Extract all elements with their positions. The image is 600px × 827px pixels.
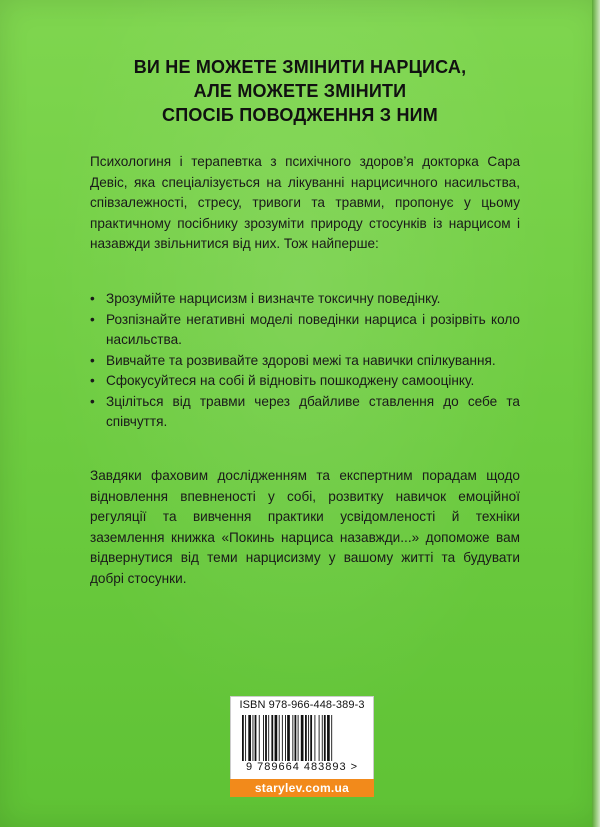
bullet-icon: • bbox=[90, 373, 95, 388]
bullet-text: Розпізнайте негативні моделі поведінки нарциса і розірвіть коло насильства. bbox=[106, 311, 520, 347]
headline-line-2: АЛЕ МОЖЕТЕ ЗМІНИТИ bbox=[193, 81, 407, 101]
barcode-number: 9 789664 483893 > bbox=[245, 761, 359, 773]
bullet-text: Зрозумійте нарцисизм і визначте токсичну поведінку. bbox=[106, 291, 441, 306]
bullet-icon: • bbox=[90, 291, 95, 306]
barcode-icon bbox=[241, 715, 363, 761]
barcode-box bbox=[230, 696, 374, 780]
list-item bbox=[90, 351, 520, 372]
cover-edge bbox=[592, 0, 600, 827]
bullet-text: Сфокусуйтеся на собі й відновіть пошкоджену самооцінку. bbox=[106, 373, 475, 388]
outro-paragraph: Завдяки фаховим дослідженням та експертним порадам щодо відновлення впевненості у собі, розвитку навичок емоційної регуляції та вивчення практики усвідомленості й техніки заземлення книжка «Покинь нарциса назавжди...» допоможе вам відвернутися від теми нарцисизму у вашому житті та будувати добрі стосунки. bbox=[90, 468, 520, 586]
bullet-icon: • bbox=[90, 352, 95, 368]
bullet-icon: • bbox=[90, 393, 95, 409]
headline-line-3: СПОСІБ ПОВОДЖЕННЯ З НИМ bbox=[162, 105, 438, 125]
intro-paragraph: Психологиня і терапевтка з психічного здоров’я докторка Сара Девіс, яка спеціалізується на лікуванні нарцисичного насильства, співзалежності, стресу, тривоги та травми, пропонує у цьому практичному посібнику зрозуміти природу стосунків із нарцисом і назавжди звільнитися від них. Тож найперше: bbox=[90, 154, 520, 251]
bullet-icon: • bbox=[90, 311, 95, 327]
isbn-label: ISBN 978-966-448-389-3 bbox=[239, 699, 365, 711]
headline-line-1: ВИ НЕ МОЖЕТЕ ЗМІНИТИ НАРЦИСА, bbox=[133, 57, 467, 77]
list-item bbox=[90, 310, 520, 351]
list-item bbox=[90, 371, 520, 392]
headline bbox=[60, 55, 540, 127]
publisher-website: starylev.com.ua bbox=[230, 779, 374, 797]
bullet-list bbox=[90, 289, 520, 433]
bullet-text: Зціліться від травми через дбайливе ставлення до себе та співчуття. bbox=[106, 393, 520, 429]
list-item bbox=[90, 289, 520, 310]
bullet-text: Вивчайте та розвивайте здорові межі та навички спілкування. bbox=[106, 352, 496, 368]
list-item bbox=[90, 392, 520, 433]
